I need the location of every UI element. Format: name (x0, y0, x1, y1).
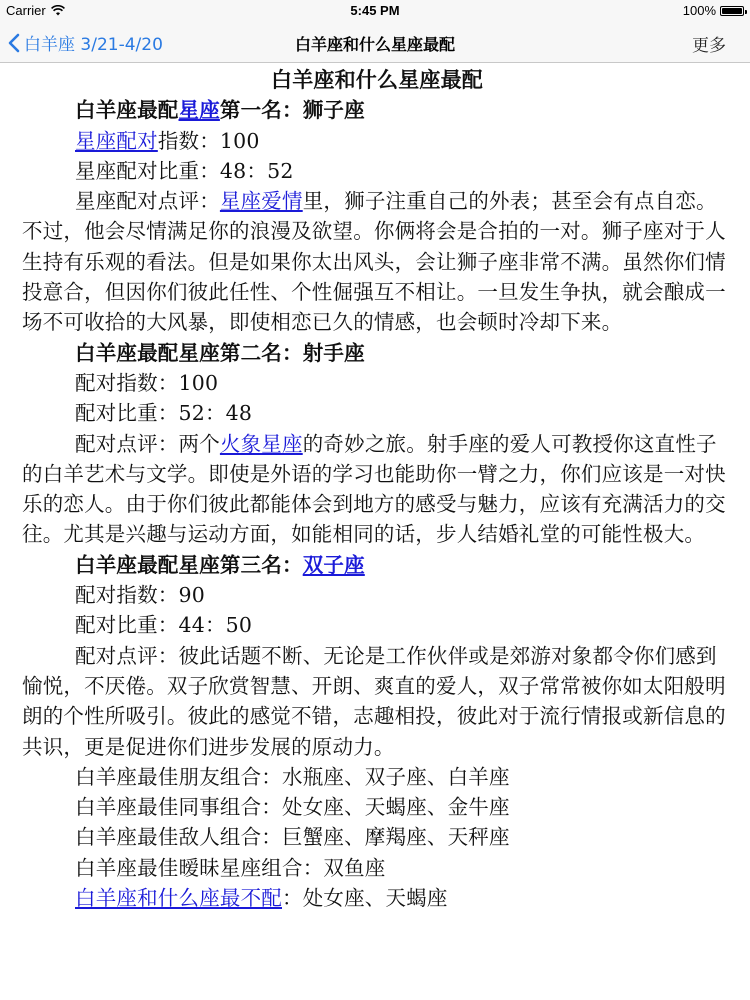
battery-icon (720, 6, 744, 16)
worst-match-link[interactable]: 白羊座和什么座最不配 (75, 886, 282, 911)
gemini-link[interactable]: 双子座 (302, 552, 365, 577)
section-1-index-text: 指数：100 (157, 128, 260, 153)
best-colleagues-combo: 白羊座最佳同事组合：处女座、天蝎座、金牛座 (75, 795, 510, 820)
battery-group (683, 3, 744, 18)
article-content (0, 63, 750, 913)
article-title: 白羊座和什么星座最配 (271, 68, 483, 92)
section-1-comment-post: 里，狮子注重自己的外表；甚至会有点自恋。不过，他会尽情满足你的浪漫及欲望。你俩将会是合拍的一对。狮子座对于人生持有乐观的看法。但是如果你太出风头，会让狮子座非常不满。虽然你们情投意合，但因你们彼此任性、个性倔强互不相让。一旦发生争执，就会酿成一场不可收拾的大风暴，即使相恋已久的情感，也会顿时冷却下来。 (22, 189, 726, 335)
worst-match-text: ：处女座、天蝎座 (282, 886, 448, 911)
section-1-heading (22, 95, 732, 125)
navigation-bar (0, 22, 750, 63)
status-bar (0, 0, 750, 22)
section-2-index: 配对指数：100 (75, 370, 219, 395)
constellation-match-link[interactable]: 星座配对 (75, 128, 158, 153)
section-2-ratio: 配对比重：52：48 (75, 401, 253, 426)
section-2-comment-post: 的奇妙之旅。射手座的爱人可教授你这直性子的白羊艺术与文学。即使是外语的学习也能助你一臂之力，你们应该是一对快乐的恋人。由于你们彼此都能体会到地方的感受与魅力，应该有充满活力的交往。尤其是兴趣与运动方面，如能相同的话，步人结婚礼堂的可能性极大。 (22, 431, 726, 547)
section-2-comment-pre: 配对点评：两个 (75, 431, 220, 456)
section-2-comment (22, 429, 732, 550)
constellation-love-link[interactable]: 星座爱情 (219, 189, 303, 214)
best-ambiguous-combo: 白羊座最佳暧昧星座组合：双鱼座 (75, 855, 386, 880)
constellation-link[interactable]: 星座 (178, 98, 220, 123)
section-1-heading-post: 第一名：狮子座 (219, 98, 365, 123)
best-friends-combo: 白羊座最佳朋友组合：水瓶座、双子座、白羊座 (75, 764, 510, 789)
worst-match-line (22, 883, 732, 913)
status-time: 5:45 PM (350, 3, 400, 18)
section-2-heading: 白羊座最配星座第二名：射手座 (75, 340, 365, 365)
section-3-comment: 配对点评：彼此话题不断、无论是工作伙伴或是郊游对象都令你们感到愉悦，不厌倦。双子欣赏智慧、开朗、爽直的爱人，双子常常被你如太阳般明朗的个性所吸引。彼此的感觉不错，志趣相投，彼此对于流行情报或新信息的共识，更是促进你们进步发展的原动力。 (22, 643, 726, 759)
section-1-index (22, 126, 732, 156)
battery-level-fill (722, 8, 742, 14)
nav-title: 白羊座和什么星座最配 (294, 35, 455, 54)
fire-signs-link[interactable]: 火象星座 (219, 431, 303, 456)
section-3-index: 配对指数：90 (75, 583, 205, 608)
best-enemies-combo: 白羊座最佳敌人组合：巨蟹座、摩羯座、天秤座 (75, 825, 510, 850)
section-3-heading (22, 550, 732, 580)
back-button-label: 白羊座 3/21-4/20 (24, 35, 163, 55)
section-1-ratio: 星座配对比重：48：52 (75, 158, 294, 183)
battery-percent: 100% (682, 3, 716, 18)
section-1-comment-pre: 星座配对点评： (75, 189, 220, 214)
section-3-heading-pre: 白羊座最配星座第三名： (75, 552, 303, 577)
section-1-comment (22, 186, 732, 337)
carrier-label: Carrier (6, 3, 46, 18)
section-1-heading-pre: 白羊座最配 (75, 98, 179, 123)
more-button[interactable]: 更多 (692, 36, 726, 56)
section-3-ratio: 配对比重：44：50 (75, 613, 253, 638)
